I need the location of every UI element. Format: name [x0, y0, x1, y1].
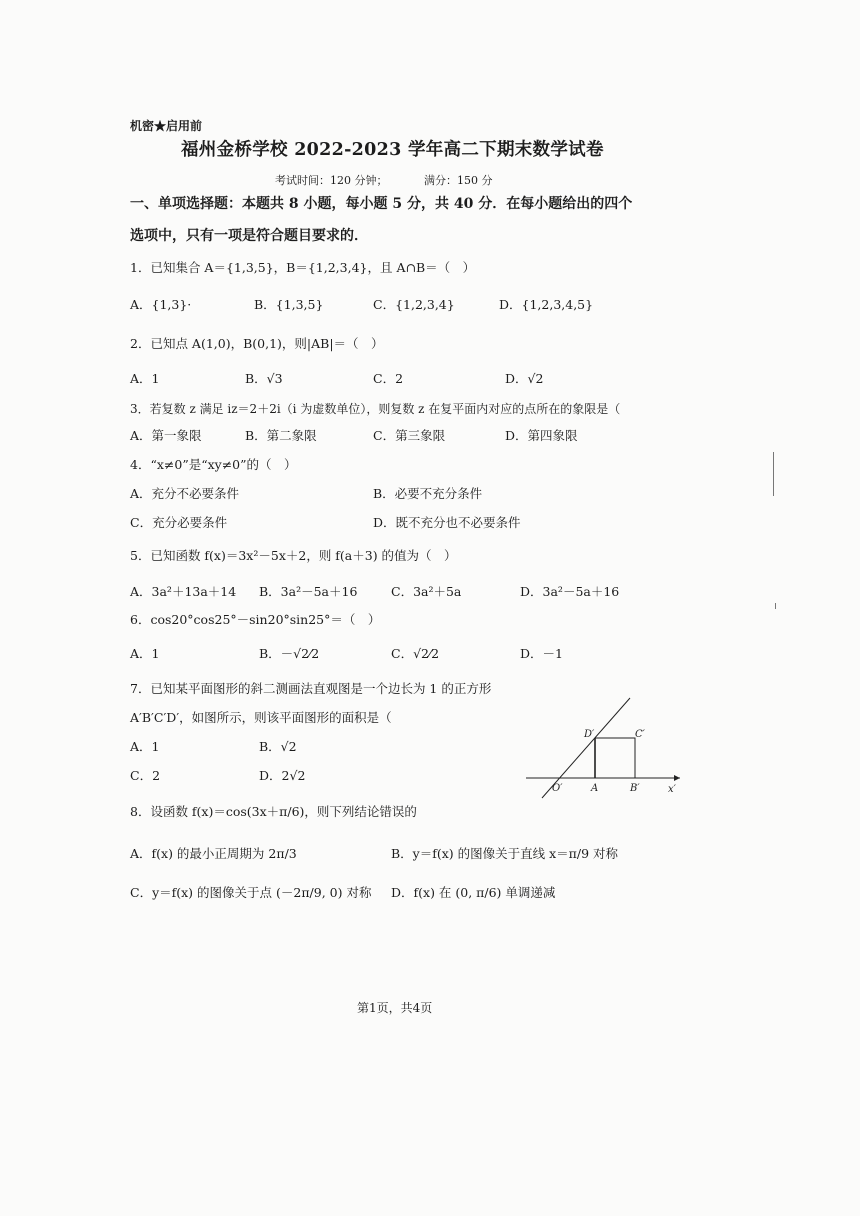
- label-d: D′: [584, 729, 595, 740]
- question-6-stem: 6．cos20°cos25°－sin20°sin25°＝（ ）: [130, 612, 381, 627]
- label-b: B′: [630, 783, 640, 794]
- section-heading: 一、单项选择题：本题共 8 小题，每小题 5 分，共 40 分．在每小题给出的四个: [130, 196, 633, 212]
- label-o: O′: [552, 783, 563, 794]
- question-6-option-b: B．－√2⁄2: [259, 646, 320, 661]
- question-4-option-c: C．充分必要条件: [130, 515, 228, 530]
- question-6-option-d: D．－1: [520, 646, 563, 661]
- question-3-stem: 3．若复数 z 满足 iz＝2＋2i（i 为虚数单位），则复数 z 在复平面内对应的点所在的象限是（: [130, 402, 621, 416]
- question-8-option-d: D．f(x) 在 (0, π/6) 单调递减: [391, 885, 556, 900]
- question-6-option-a: A．1: [130, 646, 160, 661]
- page-footer: 第1页，共4页: [357, 1001, 433, 1015]
- question-1-option-c: C．{1,2,3,4}: [373, 297, 455, 312]
- question-1-option-a: A．{1,3}·: [130, 297, 192, 312]
- question-3-option-b: B．第二象限: [245, 428, 317, 443]
- question-2-option-a: A．1: [130, 371, 160, 386]
- question-7-stem-cont: A′B′C′D′，如图所示，则该平面图形的面积是（: [130, 710, 392, 725]
- question-8-option-c: C．y＝f(x) 的图像关于点 (－2π/9, 0) 对称: [130, 885, 372, 900]
- section-heading-cont: 选项中，只有一项是符合题目要求的．: [130, 228, 368, 244]
- question-5-option-a: A．3a²＋13a＋14: [130, 584, 237, 599]
- question-7-stem: 7．已知某平面图形的斜二测画法直观图是一个边长为 1 的正方形: [130, 681, 492, 696]
- question-5-option-c: C．3a²＋5a: [391, 584, 462, 599]
- label-c: C′: [635, 729, 645, 740]
- question-5-option-d: D．3a²－5a＋16: [520, 584, 620, 599]
- x-axis-arrow: [674, 775, 680, 781]
- question-4-option-d: D．既不充分也不必要条件: [373, 515, 521, 530]
- question-4-option-b: B．必要不充分条件: [373, 486, 483, 501]
- square-abcd: [595, 738, 635, 778]
- question-2-option-c: C．2: [373, 371, 404, 386]
- confidential-mark: 机密★启用前: [130, 119, 203, 133]
- question-1-option-d: D．{1,2,3,4,5}: [499, 297, 594, 312]
- question-2-stem: 2．已知点 A(1,0)，B(0,1)，则|AB|＝（ ）: [130, 336, 384, 351]
- question-4-option-a: A．充分不必要条件: [130, 486, 240, 501]
- question-3-option-d: D．第四象限: [505, 428, 578, 443]
- question-7-option-b: B．√2: [259, 739, 297, 754]
- label-a: A: [591, 783, 599, 794]
- exam-time: 考试时间：120 分钟；: [275, 174, 388, 187]
- question-5-stem: 5．已知函数 f(x)＝3x²－5x＋2，则 f(a＋3) 的值为（ ）: [130, 548, 457, 563]
- question-7-option-a: A．1: [130, 739, 160, 754]
- question-8-stem: 8．设函数 f(x)＝cos(3x＋π/6)，则下列结论错误的: [130, 804, 417, 819]
- question-2-option-b: B．√3: [245, 371, 283, 386]
- question-3-option-c: C．第三象限: [373, 428, 446, 443]
- question-2-option-d: D．√2: [505, 371, 544, 386]
- exam-title: 福州金桥学校 2022-2023 学年高二下期末数学试卷: [181, 140, 604, 160]
- question-7-option-d: D．2√2: [259, 768, 306, 783]
- question-5-option-b: B．3a²－5a＋16: [259, 584, 358, 599]
- question-8-option-b: B．y＝f(x) 的图像关于直线 x＝π/9 对称: [391, 846, 619, 861]
- label-x: x′: [668, 784, 676, 795]
- question-1-stem: 1．已知集合 A＝{1,3,5}，B＝{1,2,3,4}，且 A∩B＝（ ）: [130, 260, 476, 275]
- question-7-option-c: C．2: [130, 768, 161, 783]
- question-4-stem: 4．“x≠0”是“xy≠0”的（ ）: [130, 457, 297, 472]
- scan-mark-small: [775, 603, 776, 609]
- exam-score: 满分：150 分: [424, 174, 493, 187]
- question-1-option-b: B．{1,3,5}: [254, 297, 324, 312]
- oblique-square-figure: [522, 696, 688, 800]
- scan-mark: [773, 452, 774, 496]
- question-6-option-c: C．√2⁄2: [391, 646, 440, 661]
- question-3-option-a: A．第一象限: [130, 428, 202, 443]
- question-8-option-a: A．f(x) 的最小正周期为 2π/3: [130, 846, 297, 861]
